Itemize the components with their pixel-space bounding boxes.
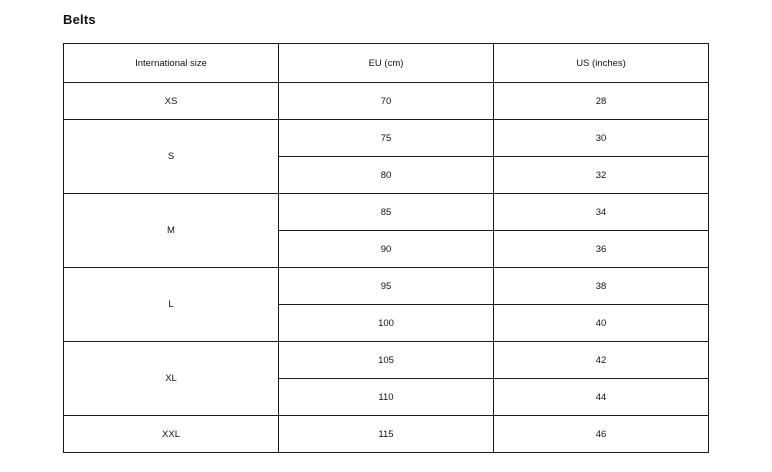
cell-us-size: 36 <box>494 231 709 268</box>
table-row <box>64 268 709 305</box>
cell-us-size: 46 <box>494 416 709 453</box>
cell-international-size: XL <box>64 342 279 416</box>
cell-eu-size: 85 <box>279 194 494 231</box>
cell-us-size: 30 <box>494 120 709 157</box>
cell-international-size: XS <box>64 83 279 120</box>
cell-us-size: 28 <box>494 83 709 120</box>
column-header-eu-cm: EU (cm) <box>279 44 494 83</box>
cell-eu-size: 105 <box>279 342 494 379</box>
cell-international-size: L <box>64 268 279 342</box>
table-row <box>64 83 709 120</box>
table-header <box>64 44 709 83</box>
cell-international-size: XXL <box>64 416 279 453</box>
size-table-container <box>63 43 708 453</box>
cell-us-size: 32 <box>494 157 709 194</box>
table-row <box>64 342 709 379</box>
cell-us-size: 38 <box>494 268 709 305</box>
cell-us-size: 34 <box>494 194 709 231</box>
size-table <box>63 43 709 453</box>
cell-us-size: 40 <box>494 305 709 342</box>
cell-us-size: 42 <box>494 342 709 379</box>
cell-international-size: S <box>64 120 279 194</box>
table-row <box>64 416 709 453</box>
cell-us-size: 44 <box>494 379 709 416</box>
cell-eu-size: 90 <box>279 231 494 268</box>
column-header-international-size: International size <box>64 44 279 83</box>
cell-eu-size: 110 <box>279 379 494 416</box>
column-header-us-inches: US (inches) <box>494 44 709 83</box>
table-body <box>64 83 709 453</box>
cell-eu-size: 75 <box>279 120 494 157</box>
cell-eu-size: 80 <box>279 157 494 194</box>
table-header-row <box>64 44 709 83</box>
table-row <box>64 120 709 157</box>
cell-eu-size: 70 <box>279 83 494 120</box>
cell-eu-size: 100 <box>279 305 494 342</box>
cell-eu-size: 115 <box>279 416 494 453</box>
table-row <box>64 194 709 231</box>
cell-eu-size: 95 <box>279 268 494 305</box>
page-title: Belts <box>63 12 96 27</box>
cell-international-size: M <box>64 194 279 268</box>
